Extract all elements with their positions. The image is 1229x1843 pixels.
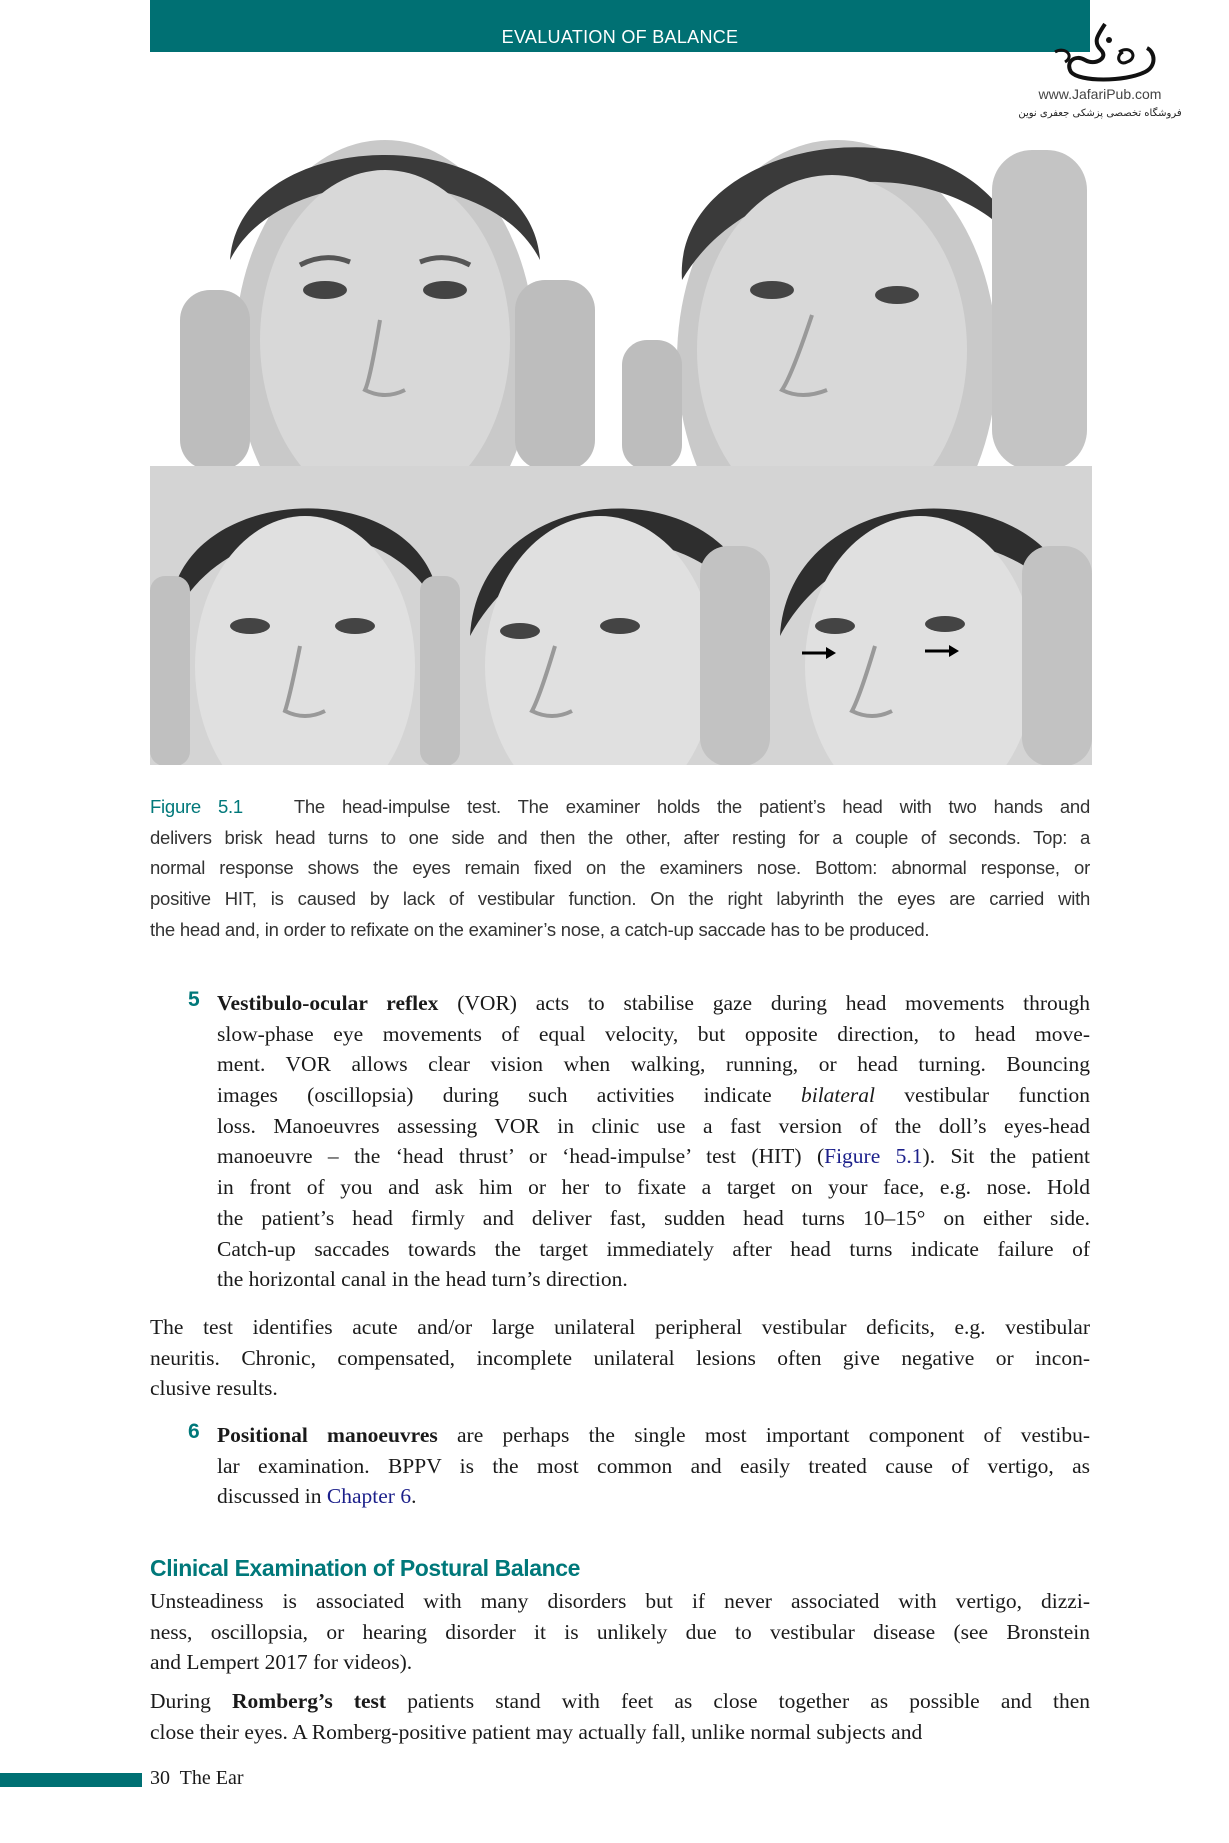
text-segment: ness, oscillopsia, or hearing disorder it is unlikely due to vestibular disease (see Bronstein — [150, 1619, 1090, 1644]
book-title: The Ear — [179, 1767, 244, 1789]
list-number: 6 — [188, 1420, 200, 1443]
italic-term: bilateral — [800, 1083, 876, 1108]
photo-bottom-left — [150, 466, 460, 765]
bold-term: Vestibulo-ocular reflex — [217, 991, 439, 1015]
caption-text: The head-impulse test. The examiner holds the patient’s head with two hands and — [293, 796, 1090, 817]
watermark-persian-text: فروشگاه تخصصی پزشکی جعفری نوین — [1018, 108, 1182, 119]
text-segment: and Lempert 2017 for videos). — [150, 1650, 413, 1675]
caption-line: the head and, in order to refixate on the examiner’s nose, a catch-up saccade has to be produced. — [150, 918, 930, 940]
text-segment: manoeuvre – the ‘head thrust’ or ‘head-impulse’ test (HIT) ( — [217, 1144, 825, 1169]
text-line — [150, 1617, 1090, 1648]
text-line — [217, 1451, 1090, 1482]
text-line — [217, 1264, 1090, 1295]
text-line — [217, 1111, 1090, 1142]
caption-line: normal response shows the eyes remain fixed on the examiners nose. Bottom: abnormal response, or — [150, 857, 1090, 879]
text-segment: ment. VOR allows clear vision when walking, running, or head turning. Bouncing — [217, 1052, 1090, 1077]
text-line — [150, 1717, 1090, 1748]
text-segment: Unsteadiness is associated with many disorders but if never associated with vertigo, dizzi- — [150, 1589, 1090, 1613]
text-line — [217, 1420, 1090, 1451]
publisher-watermark — [1000, 22, 1200, 142]
text-segment: images (oscillopsia) during such activities indicate — [217, 1083, 801, 1108]
text-segment: slow-phase eye movements of equal velocity, but opposite direction, to head move- — [217, 1021, 1090, 1046]
list-item-vor — [217, 988, 1090, 1295]
text-segment: in front of you and ask him or her to fixate a target on your face, e.g. nose. Hold — [217, 1175, 1090, 1200]
text-segment: Catch-up saccades towards the target immediately after head turns indicate failure of — [217, 1236, 1090, 1261]
page-footer — [150, 1767, 244, 1790]
watermark-url: www.JafariPub.com — [1038, 86, 1162, 102]
text-line — [217, 1203, 1090, 1234]
text-line — [217, 1049, 1090, 1080]
figure-label: Figure 5.1 — [150, 796, 243, 817]
text-segment: patients stand with feet as close together as possible and then — [386, 1689, 1091, 1713]
text-line — [217, 1172, 1090, 1203]
bold-term: Positional manoeuvres — [217, 1423, 438, 1447]
paragraph-romberg — [150, 1686, 1090, 1747]
cross-reference-link[interactable]: Chapter 6 — [326, 1484, 412, 1509]
bold-term: Romberg’s test — [232, 1689, 387, 1713]
text-line — [217, 1019, 1090, 1050]
text-segment: lar examination. BPPV is the most common and easily treated cause of vertigo, as — [217, 1453, 1090, 1478]
text-segment: the patient’s head firmly and deliver fast, sudden head turns 10–15° on either side. — [217, 1205, 1090, 1230]
running-header — [150, 0, 1090, 52]
caption-line: delivers brisk head turns to one side and then the other, after resting for a couple of seconds. Top: a — [150, 826, 1090, 848]
text-segment: discussed in — [217, 1484, 327, 1509]
text-line — [217, 988, 1090, 1019]
footer-bar — [0, 1773, 142, 1787]
text-line — [150, 1343, 1090, 1374]
text-line — [217, 1141, 1090, 1172]
cross-reference-link[interactable]: Figure 5.1 — [824, 1144, 923, 1169]
page-number: 30 — [150, 1767, 170, 1789]
photo-top-left — [150, 100, 612, 466]
text-segment: the horizontal canal in the head turn’s direction. — [217, 1267, 628, 1292]
figure-caption — [150, 792, 1090, 945]
caption-line — [150, 792, 1090, 823]
list-number: 5 — [188, 988, 200, 1011]
section-heading: Clinical Examination of Postural Balance — [150, 1555, 581, 1581]
text-segment: (VOR) acts to stabilise gaze during head movements through — [438, 991, 1090, 1015]
text-segment: neuritis. Chronic, compensated, incomplete unilateral lesions often give negative or incon- — [150, 1345, 1090, 1370]
photo-top-right — [612, 100, 1092, 466]
paragraph-test-identifies — [150, 1312, 1090, 1404]
text-segment: During — [150, 1689, 233, 1713]
text-segment: The test identifies acute and/or large unilateral peripheral vestibular deficits, e.g. vestibular — [150, 1315, 1090, 1339]
calligraphy-logo-icon — [1035, 22, 1165, 84]
text-line — [217, 1234, 1090, 1265]
photo-bottom-right — [770, 466, 1092, 765]
text-segment: . — [411, 1484, 417, 1509]
text-line — [150, 1373, 1090, 1404]
text-line — [150, 1586, 1090, 1617]
text-line — [150, 1312, 1090, 1343]
text-segment: ). Sit the patient — [922, 1144, 1090, 1169]
text-segment: clusive results. — [150, 1376, 278, 1401]
text-segment: vestibular function — [875, 1083, 1090, 1108]
text-segment: loss. Manoeuvres assessing VOR in clinic use a fast version of the doll’s eyes-head — [217, 1113, 1090, 1138]
text-line — [150, 1686, 1090, 1717]
text-segment: close their eyes. A Romberg-positive patient may actually fall, unlike normal subjects and — [150, 1719, 923, 1744]
running-header-title: EVALUATION OF BALANCE — [501, 27, 739, 47]
text-line — [217, 1080, 1090, 1111]
text-line — [217, 1481, 1090, 1512]
text-segment: are perhaps the single most important component of vestibu- — [437, 1423, 1091, 1447]
text-line — [150, 1647, 1090, 1678]
list-item-positional — [217, 1420, 1090, 1512]
paragraph-unsteadiness — [150, 1586, 1090, 1678]
photo-bottom-middle — [460, 466, 770, 765]
caption-line: positive HIT, is caused by lack of vestibular function. On the right labyrinth the eyes are carried with — [150, 888, 1090, 910]
